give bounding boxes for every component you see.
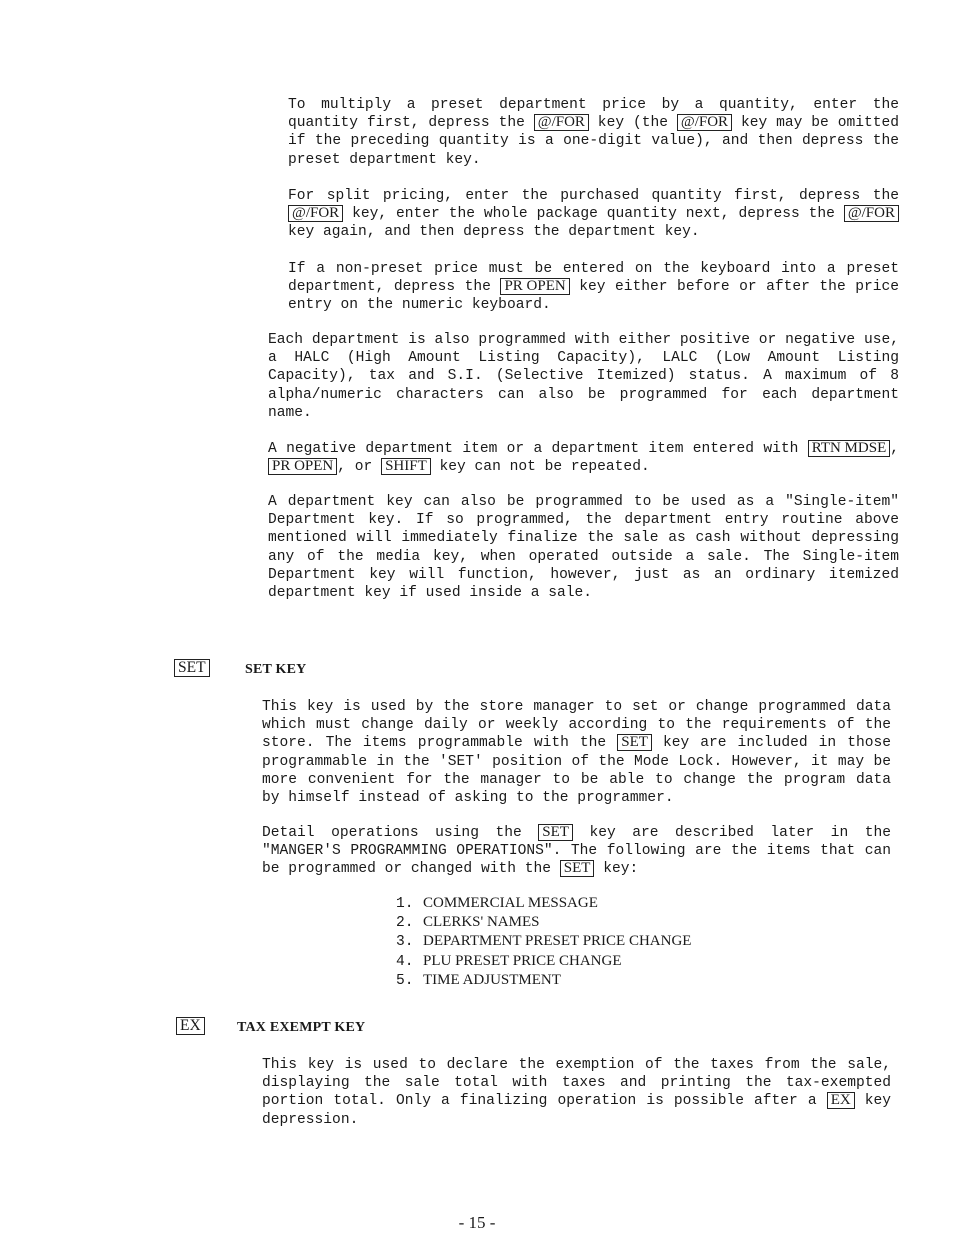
text: If a non-preset price must be entered on the keyboard into a preset department, depress the (288, 261, 899, 296)
text: Detail operations using the (262, 825, 539, 841)
paragraph-multiply (288, 96, 899, 169)
item-label: DEPARTMENT PRESET PRICE CHANGE (423, 933, 692, 950)
at-for-key-label: @/FOR (534, 114, 589, 131)
paragraph-split-pricing (288, 187, 899, 242)
tax-exempt-key-heading: TAX EXEMPT KEY (237, 1020, 366, 1035)
text: key either before or after the price entry on the numeric keyboard. (288, 279, 899, 314)
ex-key-icon: EX (176, 1017, 205, 1035)
item-number: 4. (396, 953, 414, 970)
item-label: PLU PRESET PRICE CHANGE (423, 952, 622, 969)
pr-open-key-label: PR OPEN (500, 278, 569, 295)
paragraph-non-preset (288, 260, 899, 315)
text: key are described later in the "MANGER'S PROGRAMMING OPERATIONS". The following are the items that can be programmed or changed with the (262, 825, 891, 878)
text: key are included in those programmable in the 'SET' position of the Mode Lock. However, it may be more convenient for the manager to be able to change the program data by himself instead of asking to the programmer. (262, 735, 891, 807)
set-key-label: SET (538, 824, 573, 841)
text: key: (594, 861, 639, 878)
text: key can not be repeated. (430, 459, 650, 476)
paragraph-department-programming: Each department is also programmed with either positive or negative use, a HALC (High Amount Listing Capacity), LALC (Low Amount Listing Capacity), tax and S.I. (Selective Itemized) status. A maximum of 8 alpha/numeric characters can also be programmed for each department name. (268, 332, 899, 421)
page-number: - 15 - (458, 1213, 496, 1232)
set-items-list (396, 894, 691, 990)
set-key-label: SET (617, 734, 652, 751)
paragraph-single-item: A department key can also be programmed to be used as a "Single-item" Department key. If so programmed, the department entry routine above mentioned will immediately finalize the sale as cash without depressing any of the media key, when operated outside a sale. The Single-item Department key will function, however, just as an ordinary itemized department key if used inside a sale. (268, 494, 899, 602)
set-key-label: SET (560, 860, 595, 877)
paragraph-set-details (262, 824, 891, 879)
text: For split pricing, enter the purchased quantity first, depress the (288, 188, 899, 204)
text: This key is used to declare the exemption of the taxes from the sale, displaying the sale total with taxes and printing the tax-exempted portion total. Only a finalizing operation is possible after a (262, 1057, 891, 1110)
paragraph-negative-item (268, 440, 899, 476)
list-item (396, 894, 691, 913)
item-number: 5. (396, 972, 414, 989)
at-for-key-label: @/FOR (288, 205, 343, 222)
text: key (the (588, 115, 677, 132)
text: A negative department item or a department item entered with (268, 441, 808, 457)
list-item (396, 913, 691, 932)
item-label: COMMERCIAL MESSAGE (423, 895, 598, 911)
text: key depression. (262, 1093, 892, 1128)
set-key-heading: SET KEY (245, 662, 307, 677)
item-number: 1. (396, 896, 414, 912)
text: key, enter the whole package quantity next, depress the (343, 206, 844, 223)
at-for-key-label: @/FOR (844, 205, 899, 222)
paragraph-tax-exempt (262, 1056, 891, 1129)
text: To multiply a preset department price by a quantity, enter the quantity first, depress the (288, 97, 899, 132)
item-label: TIME ADJUSTMENT (423, 971, 561, 988)
list-item (396, 932, 691, 951)
text: This key is used by the store manager to set or change programmed data which must change daily or weekly according to the requirements of the store. The items programmable with the (262, 699, 891, 752)
pr-open-key-label: PR OPEN (268, 458, 337, 475)
text: , or (337, 459, 382, 476)
text: , (890, 441, 899, 457)
ex-key-label: EX (827, 1092, 855, 1109)
item-label: CLERKS' NAMES (423, 914, 540, 931)
rtn-mdse-key-label: RTN MDSE (808, 440, 891, 457)
shift-key-label: SHIFT (381, 458, 431, 475)
at-for-key-label: @/FOR (677, 114, 732, 131)
item-number: 3. (396, 934, 414, 951)
list-item (396, 971, 691, 990)
set-key-icon: SET (174, 659, 210, 677)
item-number: 2. (396, 915, 414, 932)
text: key may be omitted if the preceding quantity is a one-digit value), and then depress the preset department key. (288, 115, 900, 168)
text: key again, and then depress the department key. (288, 224, 700, 241)
list-item (396, 952, 691, 971)
paragraph-set-key (262, 698, 891, 807)
